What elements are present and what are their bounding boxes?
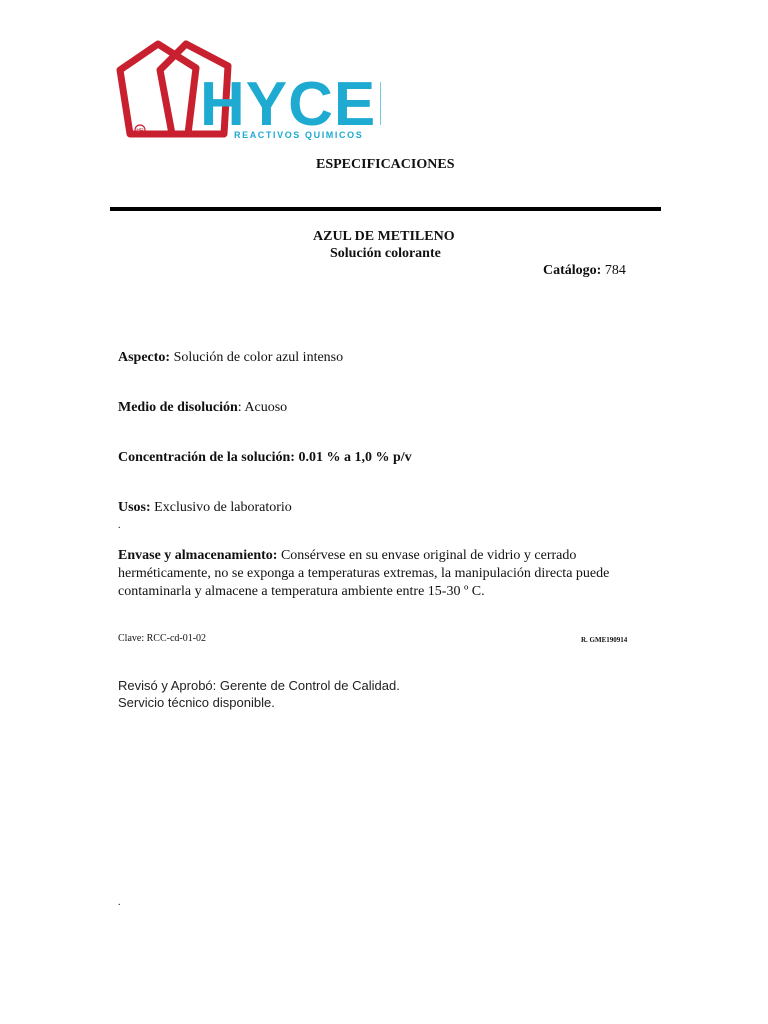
- catalog-value: 784: [601, 263, 626, 278]
- svg-text:HR: HR: [136, 128, 144, 134]
- field-medio: [118, 400, 287, 416]
- tagline-text: REACTIVOS QUIMICOS: [234, 130, 364, 140]
- review-note: [118, 677, 400, 711]
- field-usos: [118, 500, 292, 516]
- envase-value: Consérvese en su envase original de vidrio y cerrado herméticamente, no se exponga a temperaturas extremas, la manipulación directa puede contaminarla y almacene a temperatura ambiente entre 15-30 º C.: [118, 548, 610, 599]
- clave-code: Clave: RCC-cd-01-02: [118, 633, 207, 644]
- aspecto-label: Aspecto:: [118, 350, 171, 365]
- product-name: AZUL DE METILENO: [313, 229, 455, 244]
- horizontal-rule: [110, 207, 661, 211]
- hycel-logo: [116, 40, 381, 140]
- medio-value: : Acuoso: [237, 400, 288, 415]
- field-aspecto: [118, 350, 343, 366]
- field-envase: [118, 547, 658, 601]
- technical-service: Servicio técnico disponible.: [118, 695, 275, 710]
- medio-label: Medio de disolución: [118, 400, 238, 415]
- usos-label: Usos:: [118, 500, 151, 515]
- brand-text: HYCE: [200, 70, 377, 139]
- catalog-line: [543, 263, 626, 279]
- product-subtitle: Solución colorante: [330, 246, 441, 261]
- concentracion-text: Concentración de la solución: 0.01 % a 1,0 % p/v: [118, 450, 412, 465]
- stray-dot-bottom: .: [118, 897, 121, 908]
- stray-dot: .: [118, 520, 121, 531]
- reviewed-by: Revisó y Aprobó: Gerente de Control de Calidad.: [118, 678, 400, 693]
- field-concentracion: [118, 450, 412, 466]
- document-title: ESPECIFICACIONES: [316, 157, 455, 172]
- catalog-label: Catálogo:: [543, 263, 602, 278]
- envase-label: Envase y almacenamiento:: [118, 548, 278, 563]
- aspecto-value: Solución de color azul intenso: [170, 350, 344, 365]
- revision-code: R. GME190914: [581, 636, 628, 644]
- usos-value: Exclusivo de laboratorio: [150, 500, 292, 515]
- hycel-logo-graphic: [116, 40, 381, 140]
